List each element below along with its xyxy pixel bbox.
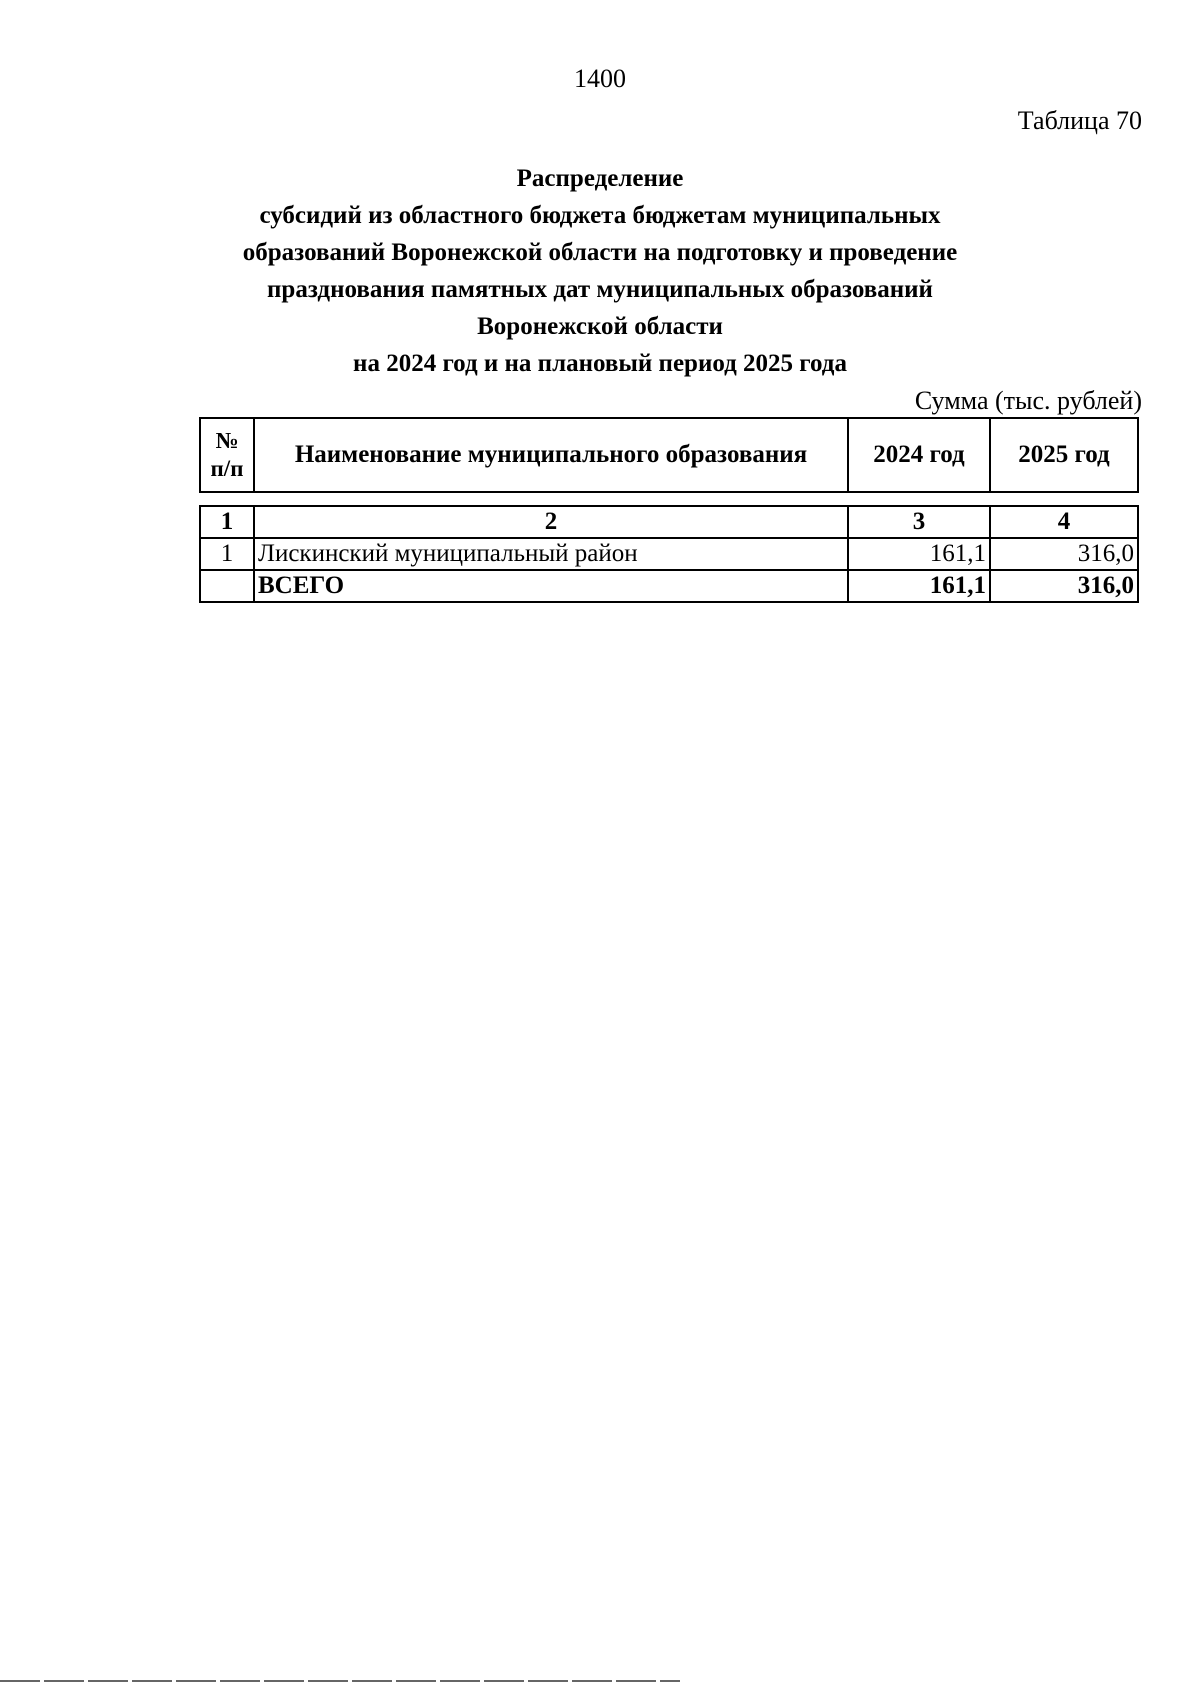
col-number: 3 (848, 506, 990, 538)
scan-edge-rule (0, 1680, 680, 1682)
header-num (200, 418, 254, 492)
row-2025: 316,0 (990, 538, 1138, 570)
header-row (200, 418, 1138, 492)
row-2024: 161,1 (848, 538, 990, 570)
title-line: субсидий из областного бюджета бюджетам муниципальных (259, 202, 941, 229)
document-title (0, 160, 1200, 382)
total-2024: 161,1 (848, 570, 990, 602)
col-number: 4 (990, 506, 1138, 538)
header-name: Наименование муниципального образования (254, 418, 848, 492)
total-row (200, 570, 1138, 602)
table-label: Таблица 70 (1017, 106, 1142, 135)
col-number: 2 (254, 506, 848, 538)
data-table (199, 505, 1139, 603)
units-label: Сумма (тыс. рублей) (914, 386, 1142, 415)
header-2024: 2024 год (848, 418, 990, 492)
title-line: празднования памятных дат муниципальных образований (267, 276, 933, 303)
col-number: 1 (200, 506, 254, 538)
total-2025: 316,0 (990, 570, 1138, 602)
column-numbers-row (200, 506, 1138, 538)
header-num-line2: п/п (210, 456, 244, 481)
total-label: ВСЕГО (254, 570, 848, 602)
row-name: Лискинский муниципальный район (254, 538, 848, 570)
title-line: на 2024 год и на плановый период 2025 года (353, 350, 847, 377)
page-number: 1400 (574, 64, 626, 93)
row-num: 1 (200, 538, 254, 570)
title-line: Распределение (516, 165, 684, 192)
title-line: Воронежской области (477, 313, 723, 340)
table-row (200, 538, 1138, 570)
title-line: образований Воронежской области на подготовку и проведение (242, 239, 958, 266)
total-num (200, 570, 254, 602)
header-2025: 2025 год (990, 418, 1138, 492)
header-num-line1: № (215, 428, 239, 453)
table-header (199, 417, 1139, 493)
